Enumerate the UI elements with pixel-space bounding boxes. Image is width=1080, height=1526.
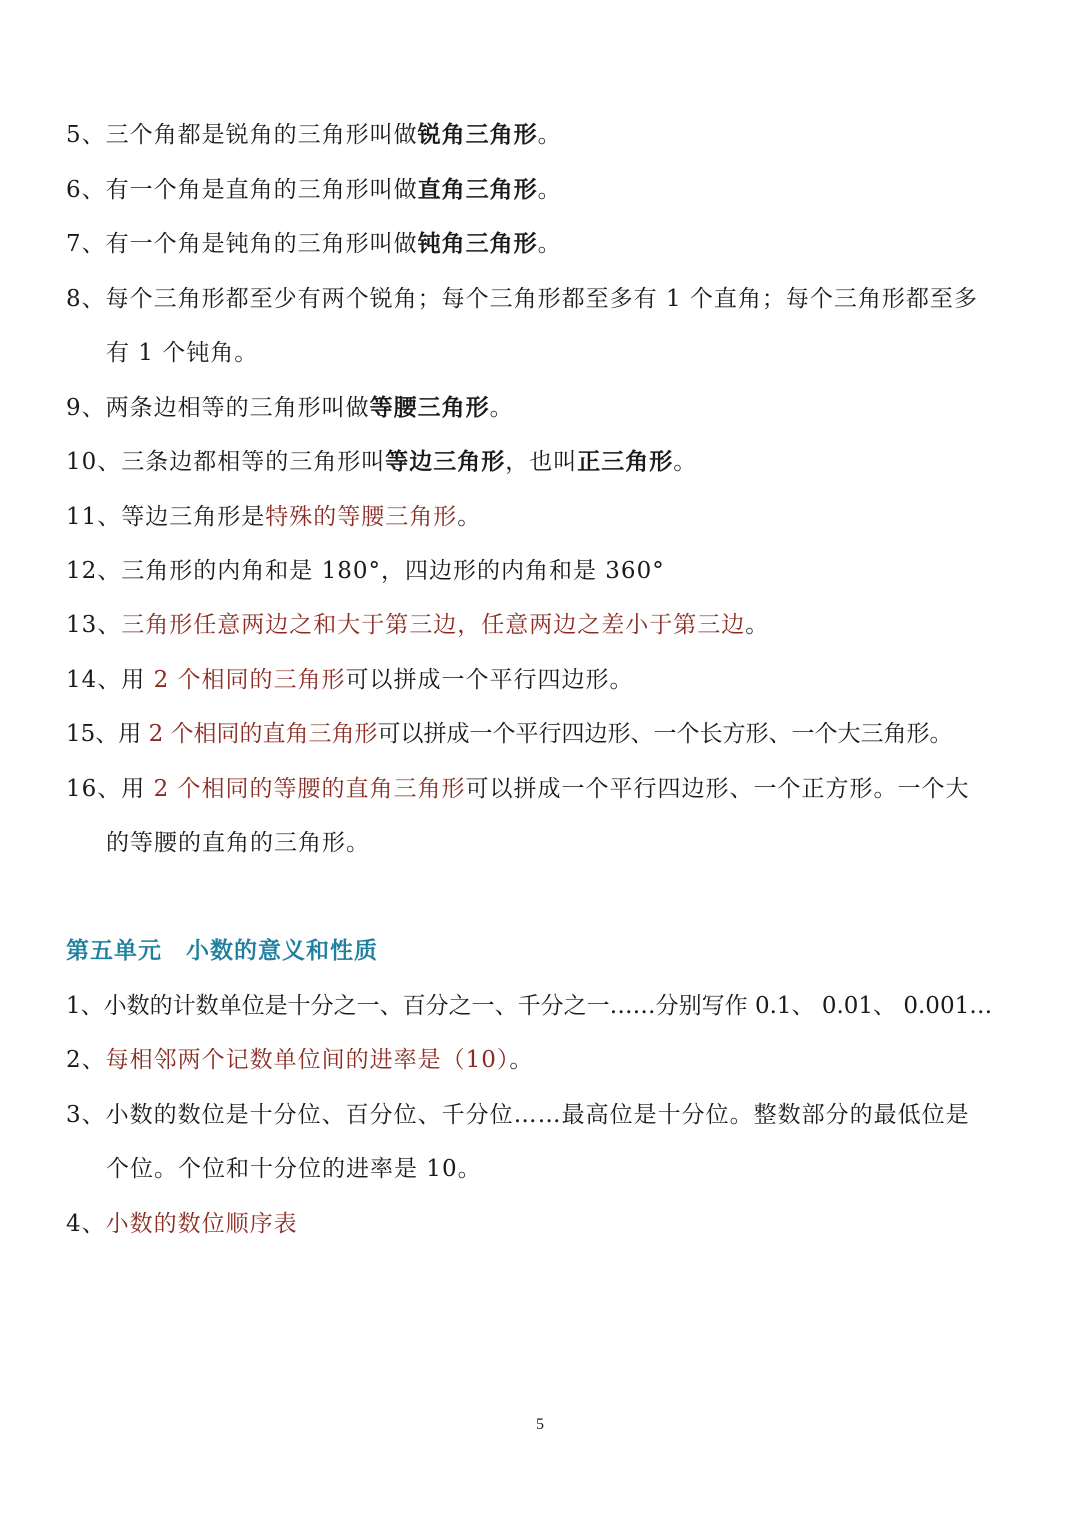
item-text: 两条边相等的三角形叫做 — [105, 395, 370, 421]
item-text: 等边三角形是 — [121, 504, 266, 530]
item-punct: 。 — [537, 177, 562, 203]
list-item-12 — [66, 556, 665, 586]
item-number: 4、 — [66, 1211, 106, 1237]
item-text: 有一个角是直角的三角形叫做 — [105, 177, 418, 203]
item-number: 9、 — [66, 395, 106, 421]
unit5-item-4 — [66, 1209, 298, 1239]
item-text: 小数的计数单位是十分之一、百分之一、千分之一……分别写作 0.1、 0.01、 0.001… — [103, 993, 993, 1019]
item-punct: 。 — [537, 231, 562, 257]
list-item-11 — [66, 502, 481, 532]
item-number: 15、 — [66, 721, 119, 747]
item-punct: 。 — [489, 395, 514, 421]
item-number: 7、 — [66, 231, 106, 257]
list-item-13 — [66, 610, 769, 640]
item-highlight: 2 个相同的等腰的直角三角形 — [153, 776, 466, 802]
item-highlight: 2 个相同的直角三角形 — [148, 721, 378, 747]
item-number: 2、 — [66, 1047, 106, 1073]
list-item-16 — [66, 774, 970, 804]
item-text: 小数的数位是十分位、百分位、千分位……最高位是十分位。整数部分的最低位是 — [105, 1102, 970, 1128]
item-number: 6、 — [66, 177, 106, 203]
item-text: 每个三角形都至少有两个锐角；每个三角形都至多有 1 个直角；每个三角形都至多 — [105, 286, 978, 312]
list-item-5 — [66, 120, 562, 150]
item-text: 有 1 个钝角。 — [106, 340, 259, 366]
item-term: 等腰三角形 — [369, 394, 490, 421]
item-number: 13、 — [66, 612, 122, 638]
page-number: 5 — [536, 1416, 544, 1433]
item-punct: 。 — [457, 504, 482, 530]
item-number: 1、 — [66, 993, 104, 1019]
item-term: 锐角三角形 — [417, 121, 538, 148]
item-term: 直角三角形 — [417, 176, 538, 203]
item-punct: 。 — [745, 612, 770, 638]
item-text: 可以拼成一个平行四边形、一个长方形、一个大三角形。 — [377, 721, 953, 747]
item-number: 12、 — [66, 558, 122, 584]
item-highlight: 每相邻两个记数单位间的进率是（10） — [105, 1047, 510, 1073]
unit5-item-3 — [66, 1100, 970, 1130]
list-item-8 — [66, 284, 978, 314]
item-term: 等边三角形 — [385, 448, 506, 475]
list-item-9 — [66, 393, 514, 423]
item-text: 用 — [118, 721, 149, 747]
section-heading: 第五单元 小数的意义和性质 — [66, 937, 378, 964]
unit5-item-3-continuation — [106, 1154, 482, 1184]
item-term: 正三角形 — [577, 448, 674, 475]
item-highlight: 2 个相同的三角形 — [153, 667, 346, 693]
list-item-7 — [66, 229, 562, 259]
list-item-10 — [66, 447, 697, 477]
item-text: 可以拼成一个平行四边形。 — [345, 667, 634, 693]
item-text: ，也叫 — [505, 449, 578, 475]
item-number: 5、 — [66, 122, 106, 148]
item-number: 3、 — [66, 1102, 106, 1128]
item-highlight: 特殊的等腰三角形 — [265, 504, 458, 530]
item-text: 三个角都是锐角的三角形叫做 — [105, 122, 418, 148]
list-item-15 — [66, 719, 953, 749]
item-highlight: 三角形任意两边之和大于第三边，任意两边之差小于第三边 — [121, 612, 746, 638]
item-punct: 。 — [509, 1047, 534, 1073]
list-item-14 — [66, 665, 634, 695]
list-item-8-continuation — [106, 338, 258, 368]
item-number: 16、 — [66, 776, 122, 802]
unit5-item-1 — [66, 991, 992, 1021]
item-text: 用 — [121, 776, 154, 802]
item-number: 14、 — [66, 667, 122, 693]
list-item-16-continuation — [106, 828, 370, 858]
item-text: 有一个角是钝角的三角形叫做 — [105, 231, 418, 257]
item-number: 11、 — [66, 504, 122, 530]
item-punct: 。 — [673, 449, 698, 475]
item-term: 钝角三角形 — [417, 230, 538, 257]
item-number: 10、 — [66, 449, 122, 475]
item-number: 8、 — [66, 286, 106, 312]
list-item-6 — [66, 175, 562, 205]
item-text: 三角形的内角和是 180°，四边形的内角和是 360° — [121, 558, 665, 584]
item-text: 三条边都相等的三角形叫 — [121, 449, 386, 475]
item-text: 个位。个位和十分位的进率是 10。 — [106, 1156, 482, 1182]
item-highlight: 小数的数位顺序表 — [105, 1211, 298, 1237]
item-text: 用 — [121, 667, 154, 693]
unit5-item-2 — [66, 1045, 533, 1075]
item-text: 的等腰的直角的三角形。 — [106, 830, 370, 856]
item-text: 可以拼成一个平行四边形、一个正方形。一个大 — [465, 776, 970, 802]
item-punct: 。 — [537, 122, 562, 148]
